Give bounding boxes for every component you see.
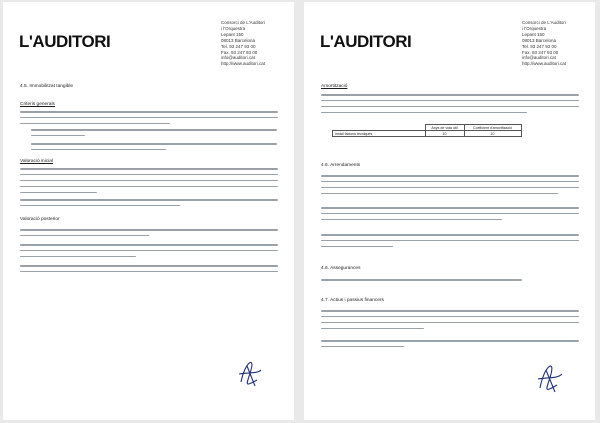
section-heading: 4.6. Arrendaments	[321, 163, 361, 168]
table-cell: Instal·lacions tècniques	[333, 131, 426, 137]
text-block	[321, 175, 579, 199]
address-line: http://www.auditori.cat	[221, 61, 266, 67]
address-line: i l'Orquestra	[221, 25, 246, 31]
address-line: Tel. 93 247 93 00	[221, 43, 256, 49]
subheading-amortization: Amortització	[321, 84, 348, 89]
text-block	[321, 310, 579, 334]
table-header: Anys de vida útil	[425, 125, 464, 131]
address-line: http://www.auditori.cat	[522, 61, 567, 67]
document-page-left	[3, 2, 294, 420]
subheading-posterior: Valoració posterior	[20, 217, 60, 222]
address-line: Fax. 93 247 93 00	[522, 49, 559, 55]
document-page-right	[304, 2, 595, 420]
text-block	[321, 279, 579, 285]
text-block	[20, 244, 278, 262]
subheading-initial: Valoració inicial	[20, 159, 53, 164]
table-row	[333, 131, 522, 137]
address-block	[522, 20, 566, 67]
address-line: Fax. 93 247 93 00	[221, 49, 258, 55]
text-block	[321, 94, 579, 118]
address-line: Tel. 93 247 93 00	[522, 43, 557, 49]
address-line: 08013 Barcelona	[522, 37, 557, 43]
text-block	[20, 168, 278, 197]
table-cell: 10	[464, 131, 521, 137]
text-block	[20, 265, 278, 277]
address-line: Consorci de L'Auditori	[221, 20, 265, 25]
address-line: Consorci de L'Auditori	[522, 20, 566, 25]
text-block	[321, 340, 579, 352]
section-heading: 4.5. Immobilitzat tangible	[20, 84, 74, 89]
table-cell: 10	[425, 131, 464, 137]
section-heading: 4.6. Assegurances	[321, 266, 361, 271]
address-block	[221, 20, 265, 67]
signature-icon	[533, 354, 567, 398]
text-block	[321, 207, 579, 225]
subheading-general: Criteris generals	[20, 102, 55, 107]
address-line: Lepant 150	[221, 31, 244, 37]
address-line: Lepant 150	[522, 31, 545, 37]
signature-icon	[235, 352, 265, 392]
text-block	[31, 143, 277, 155]
text-block	[20, 199, 278, 211]
section-heading: 4.7. Actius i passius financers	[321, 298, 384, 303]
text-block	[20, 111, 278, 129]
text-block	[321, 234, 579, 252]
address-line: i l'Orquestra	[522, 25, 547, 31]
amortization-table	[332, 124, 522, 137]
address-line: info@auditori.cat	[522, 55, 556, 61]
table-header: Coeficient d'amortització	[464, 125, 521, 131]
text-block	[31, 129, 277, 141]
text-block	[20, 229, 278, 241]
auditori-logo: L'AUDITORI	[19, 32, 111, 51]
auditori-logo: L'AUDITORI	[320, 32, 412, 51]
address-line: 08013 Barcelona	[221, 37, 256, 43]
address-line: info@auditori.cat	[221, 55, 255, 61]
